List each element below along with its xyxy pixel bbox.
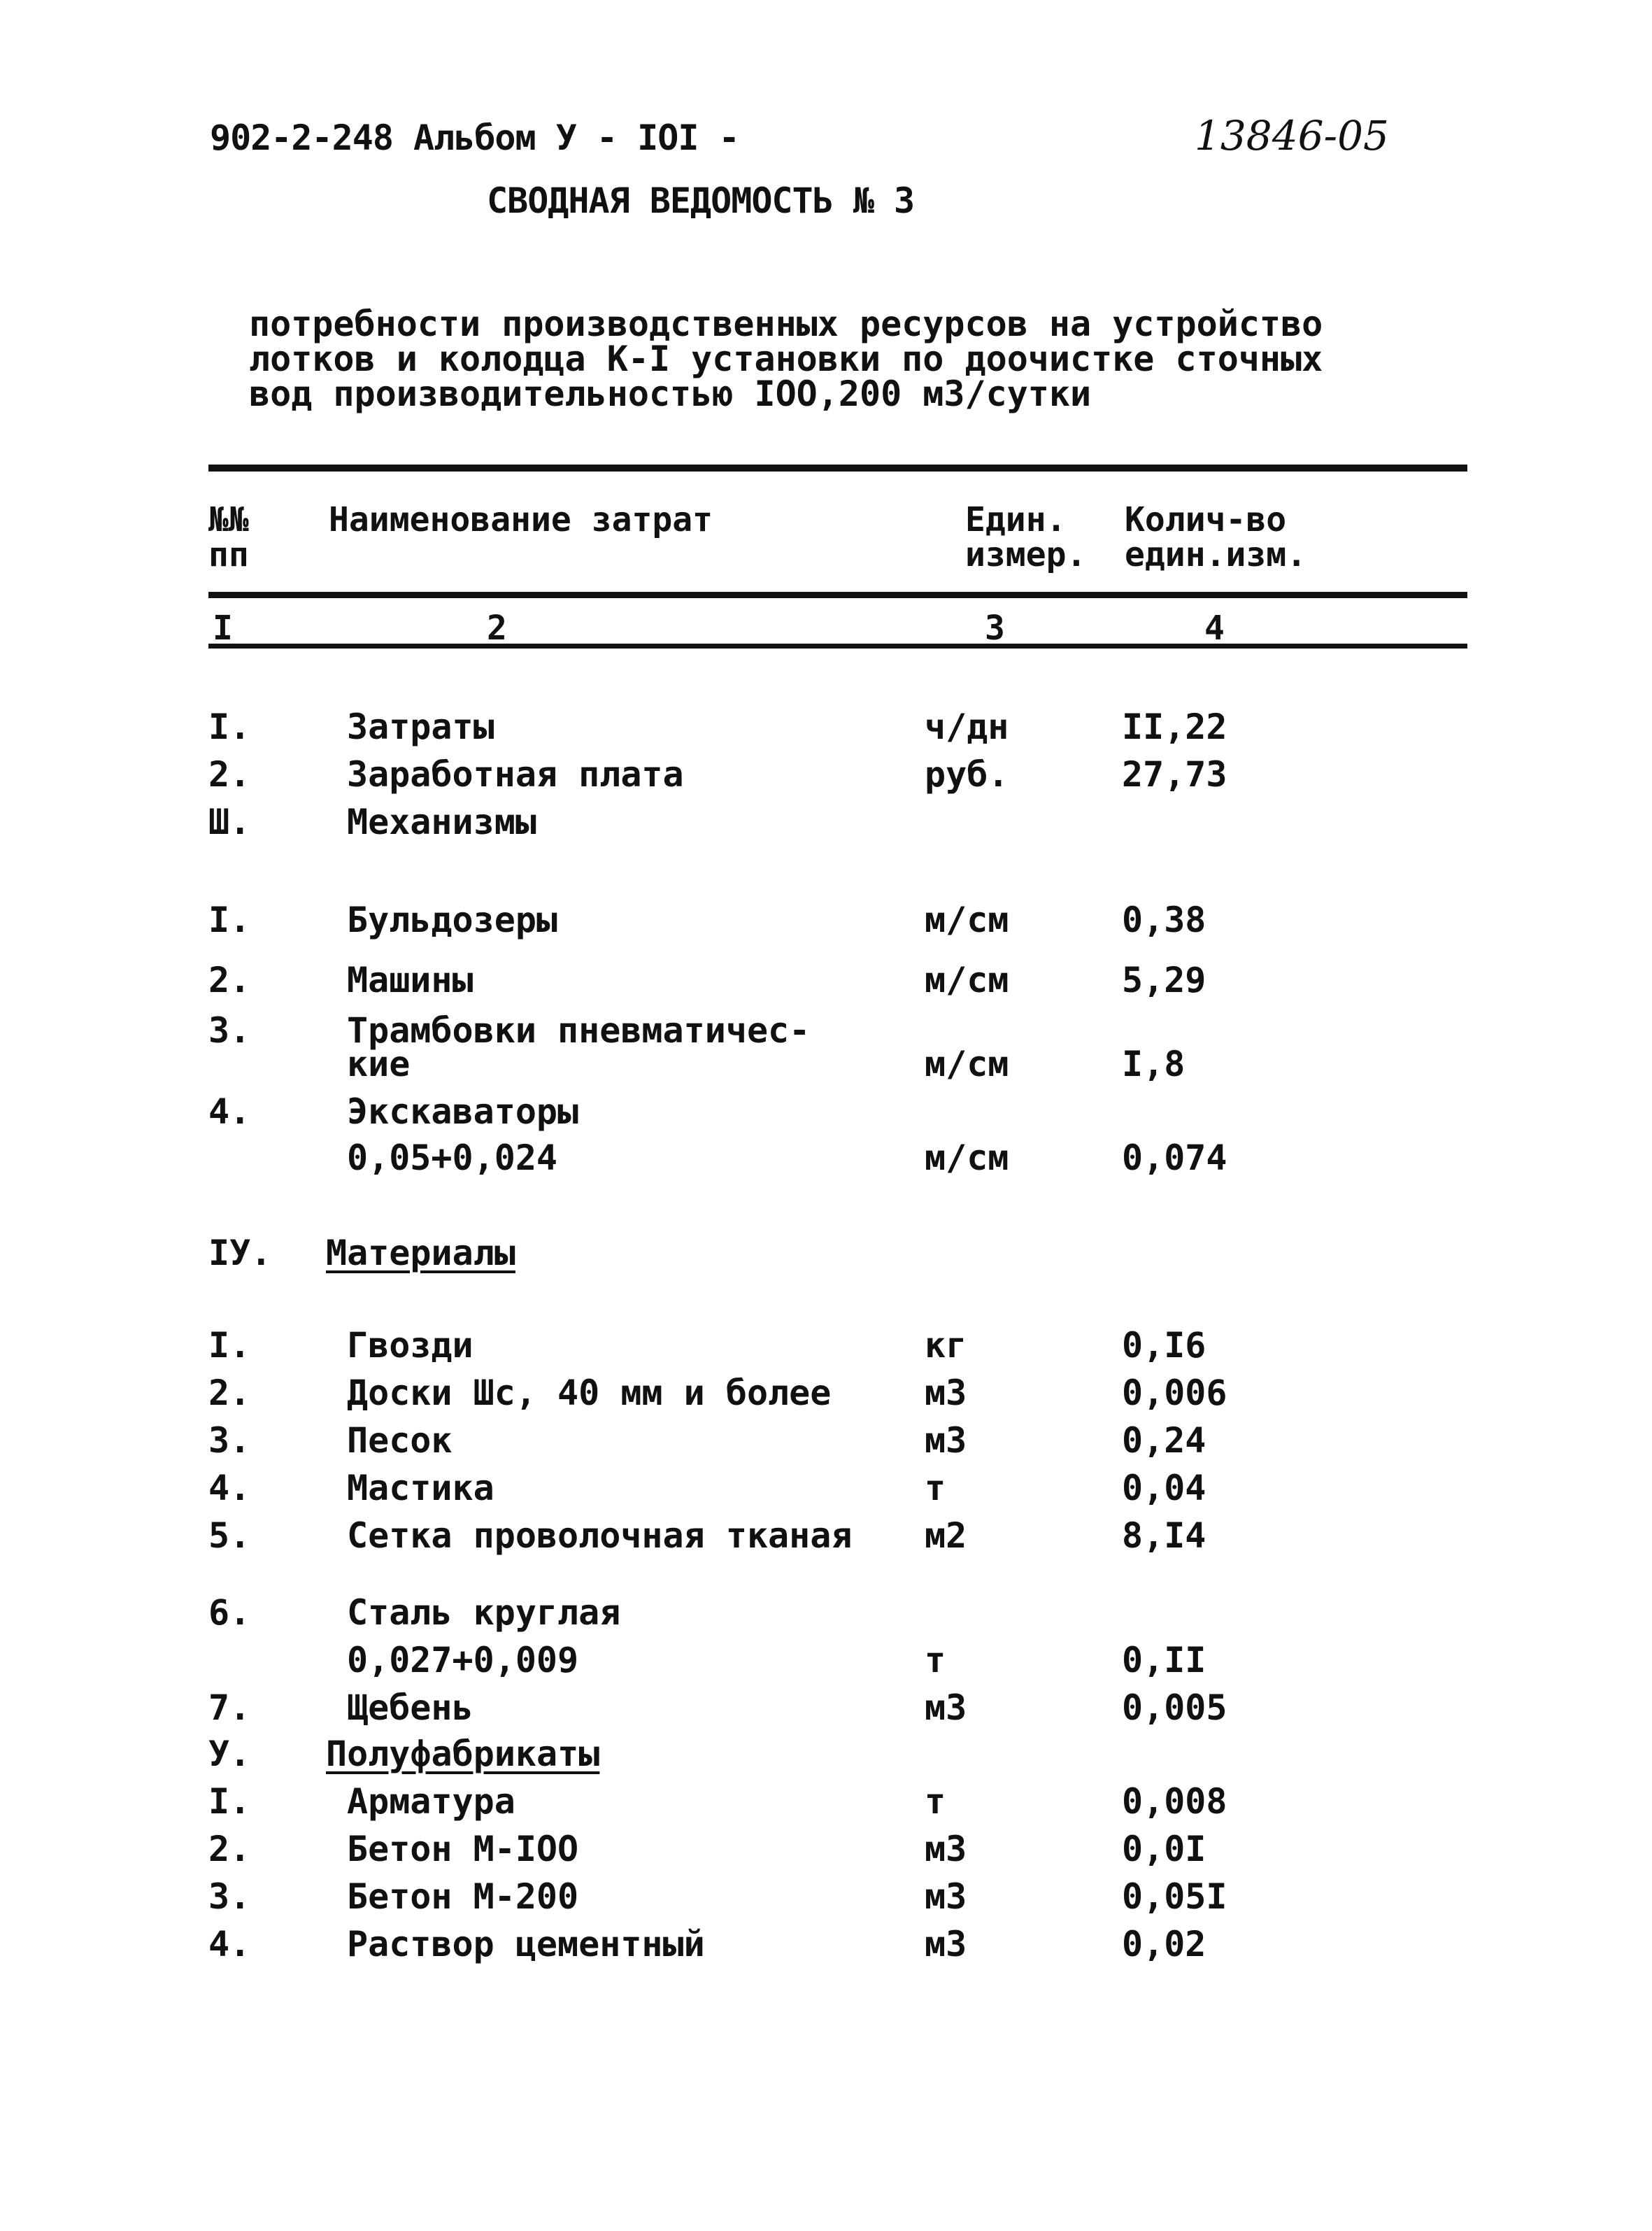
row-index: 2. [208,960,251,1000]
row-unit: руб. [925,754,1009,795]
row-index: I. [208,1325,251,1366]
column-number: 4 [1204,609,1225,648]
section-title: Материалы [326,1233,515,1273]
row-qty: II,22 [1122,707,1227,747]
row-name: Гвозди [347,1325,473,1366]
header-qty [1125,502,1306,572]
row-unit: м2 [925,1515,967,1556]
column-number: 2 [487,609,507,648]
section-title: Механизмы [347,802,536,842]
row-qty: I,8 [1122,1044,1185,1084]
row-unit: м3 [925,1829,967,1869]
row-name: Щебень [347,1687,473,1728]
row-index: 3. [208,1876,251,1917]
row-qty: 0,05I [1122,1876,1227,1917]
row-name: Сталь круглая [347,1592,621,1633]
row-name: Песок [347,1420,453,1461]
row-qty: 0,0I [1122,1829,1206,1869]
row-name: Доски Шс, 40 мм и более [347,1373,832,1413]
row-qty: 0,38 [1122,900,1206,940]
row-name: Сетка проволочная тканая [347,1515,853,1556]
row-index: 6. [208,1592,251,1633]
row-name: Затраты [347,707,494,747]
page-subtitle [249,304,1323,414]
row-name: Машины [347,960,473,1000]
row-unit: т [925,1640,946,1680]
header-qty-line1: Колич-во [1125,500,1287,539]
row-qty: 0,005 [1122,1687,1227,1728]
header-index [208,502,249,572]
row-index: 3. [208,1420,251,1461]
header-unit-line1: Един. [965,500,1067,539]
row-unit: т [925,1781,946,1822]
row-index: I. [208,900,251,940]
row-index: 4. [208,1091,251,1132]
row-index: 4. [208,1468,251,1508]
row-qty: 0,006 [1122,1373,1227,1413]
row-qty: 0,II [1122,1640,1206,1680]
row-name: Арматура [347,1781,515,1822]
row-index: 5. [208,1515,251,1556]
row-name: Трамбовки пневматичес- [347,1010,811,1051]
row-unit: м/см [925,1138,1009,1178]
row-unit: м3 [925,1420,967,1461]
row-name: Мастика [347,1468,494,1508]
row-index: 3. [208,1010,251,1051]
table-header-rule [208,592,1467,598]
row-unit: ч/дн [925,707,1009,747]
header-unit [965,502,1086,572]
column-number: 3 [985,609,1005,648]
row-index: 2. [208,1373,251,1413]
row-unit: м3 [925,1687,967,1728]
column-numbers-rule [208,644,1467,649]
subtitle-line: вод производительностью IOO,200 м3/сутки [249,374,1092,414]
row-index: IУ. [208,1233,272,1273]
row-index: Ш. [208,802,251,842]
row-name: Бетон М-IOO [347,1829,579,1869]
header-unit-line2: измер. [965,535,1087,574]
page-title: СВОДНАЯ ВЕДОМОСТЬ № 3 [487,180,915,221]
subtitle-line: лотков и колодца К-I установки по доочистке сточных [249,339,1323,379]
row-name: Бетон М-200 [347,1876,579,1917]
column-number: I [213,609,233,648]
row-index: 7. [208,1687,251,1728]
row-unit: м3 [925,1373,967,1413]
row-name: Раствор цементный [347,1924,705,1964]
row-name: 0,05+0,024 [347,1138,558,1178]
row-qty: 0,02 [1122,1924,1206,1964]
row-index: 4. [208,1924,251,1964]
row-name: Бульдозеры [347,900,558,940]
row-index: 2. [208,754,251,795]
row-index: I. [208,1781,251,1822]
row-index: У. [208,1734,251,1774]
row-qty: 0,I6 [1122,1325,1206,1366]
document-code: 902-2-248 Альбом У - IOI - [210,118,739,158]
row-qty: 27,73 [1122,754,1227,795]
row-qty: 5,29 [1122,960,1206,1000]
row-index: I. [208,707,251,747]
row-qty: 8,I4 [1122,1515,1206,1556]
header-qty-line2: един.изм. [1125,535,1307,574]
section-title: Полуфабрикаты [326,1734,600,1774]
row-name: 0,027+0,009 [347,1640,579,1680]
row-qty: 0,008 [1122,1781,1227,1822]
row-unit: м/см [925,960,1009,1000]
header-index-line2: пп [208,535,249,574]
row-name: Заработная плата [347,754,684,795]
row-unit: м3 [925,1876,967,1917]
table-top-rule [208,465,1467,472]
row-unit: кг [925,1325,967,1366]
row-qty: 0,04 [1122,1468,1206,1508]
header-index-line1: №№ [208,500,249,539]
row-unit: м3 [925,1924,967,1964]
row-index: 2. [208,1829,251,1869]
header-name: Наименование затрат [329,500,713,539]
document-number: 13846-05 [1195,112,1389,160]
row-qty: 0,074 [1122,1138,1227,1178]
row-qty: 0,24 [1122,1420,1206,1461]
row-unit: м/см [925,1044,1009,1084]
row-name: Экскаваторы [347,1091,579,1132]
subtitle-line: потребности производственных ресурсов на устройство [249,304,1323,344]
row-name: кие [347,1044,411,1084]
row-unit: м/см [925,900,1009,940]
row-unit: т [925,1468,946,1508]
